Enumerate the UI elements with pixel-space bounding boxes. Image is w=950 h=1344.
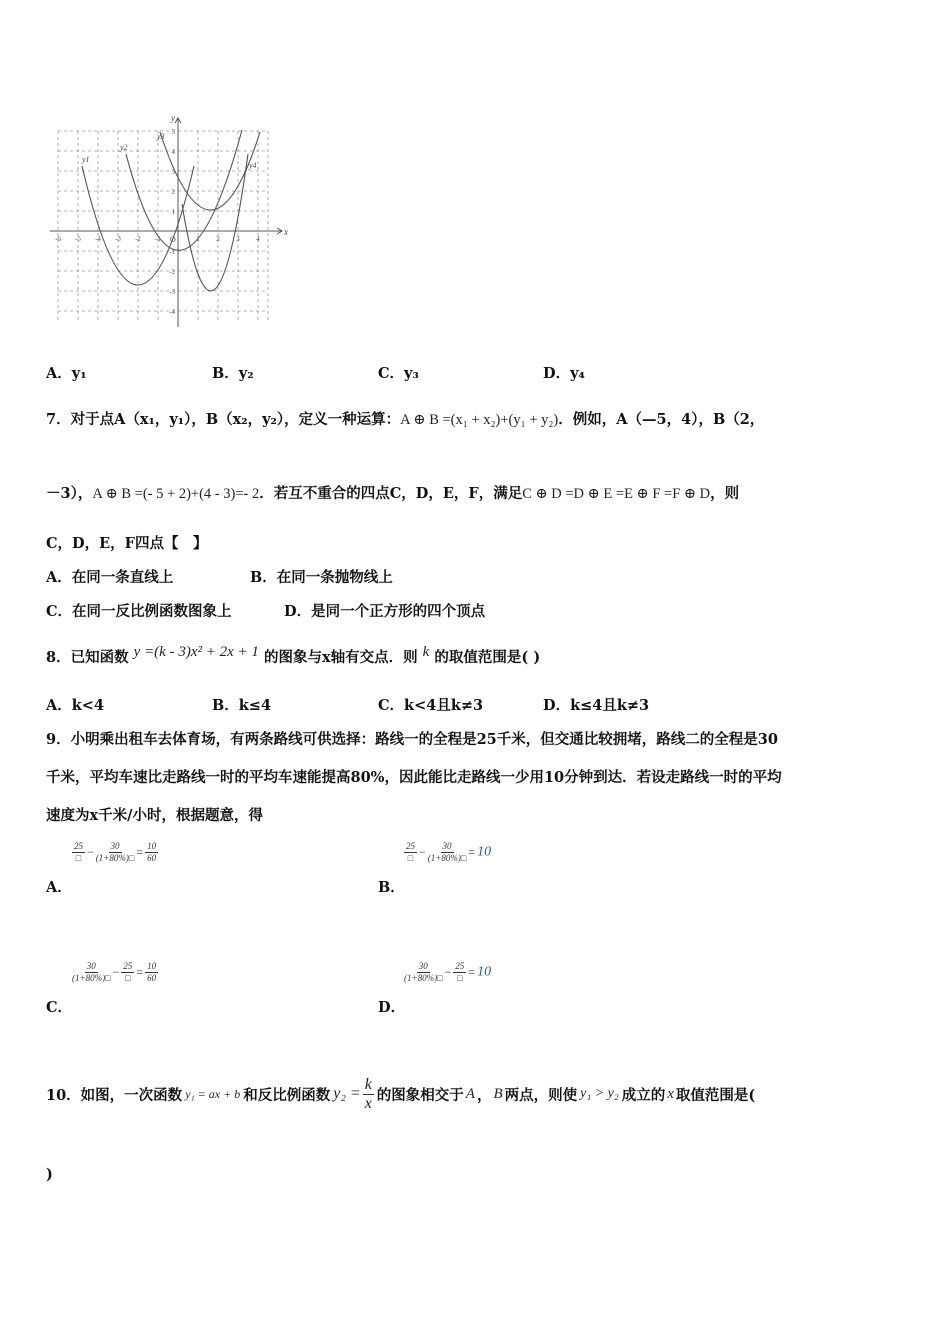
q7-stem-line2	[46, 482, 739, 503]
q8-option-a[interactable]	[46, 694, 104, 715]
y-tick-label: 3	[171, 168, 175, 176]
option-letter: B．	[212, 697, 239, 714]
y-tick-label: 4	[171, 148, 175, 156]
y-tick-label: -1	[169, 248, 175, 256]
x-axis-label: x	[284, 227, 288, 237]
q10-inverse-function: y₂ = $\frac{k}{x}$	[333, 1076, 372, 1112]
parabola-graph	[44, 110, 294, 335]
option-letter: D．	[543, 697, 571, 714]
curve-label-y3: y3	[157, 132, 165, 141]
q8-text: 8．已知函数	[46, 649, 129, 666]
x-tick-label: -1	[155, 235, 161, 243]
y-tick-label: -3	[169, 288, 175, 296]
x-tick-label: 2	[216, 235, 220, 243]
q9-stem-line3: 速度为x千米/小时，根据题意，得	[46, 807, 263, 824]
q10-text: 和反比例函数	[243, 1086, 331, 1104]
x-tick-label: -4	[95, 235, 101, 243]
option-letter: B．	[212, 365, 239, 382]
y-tick-label: 1	[171, 208, 175, 216]
q10-text: 10．如图，一次函数	[46, 1086, 183, 1104]
q9-stem-line2: 千米，平均车速比走路线一时的平均车速能提高80%，因此能比走路线一少用10分钟到达．若设走路线一时的平均	[46, 769, 782, 786]
q7-option-d[interactable]: D．是同一个正方形的四个顶点	[284, 603, 486, 620]
q7-text: －3），	[46, 485, 93, 502]
q10-text: 成立的	[621, 1086, 666, 1104]
option-text: k<4	[71, 697, 105, 714]
q6-option-c[interactable]	[378, 362, 419, 383]
origin-label: O	[170, 235, 176, 244]
curve-label-y2: y2	[120, 143, 128, 152]
q7-text: ．例如，A（—5，4），B（2，	[558, 411, 765, 428]
x-tick-label: 4	[256, 235, 260, 243]
option-letter: A．	[46, 697, 72, 714]
y-tick-label: -2	[169, 268, 175, 276]
option-letter: C．	[378, 365, 405, 382]
x-tick-label: 1	[196, 235, 200, 243]
q8-option-b[interactable]	[212, 694, 271, 715]
q9-option-a[interactable]: A．	[46, 879, 72, 896]
q7-formula-definition: A ⊕ B =(x₁ + x₂)+(y₁ + y₂)	[400, 412, 559, 428]
q6-option-d[interactable]	[543, 362, 585, 383]
q8-option-d[interactable]	[543, 694, 649, 715]
q9-formula-b: $\frac{25}{□}$ − $\frac{30}{(1+80\%)□}$ = 10	[406, 841, 492, 863]
option-text: k<4且k≠3	[404, 697, 484, 714]
y-tick-label: -4	[169, 308, 175, 316]
q10-text: 两点，则使	[504, 1086, 578, 1104]
y-axis-label: y	[171, 113, 175, 123]
x-tick-label: -2	[135, 235, 141, 243]
q9-option-c[interactable]: C．	[46, 999, 73, 1016]
q7-option-c[interactable]: C．在同一反比例函数图象上	[46, 603, 232, 620]
q10-linear-function: y₁ = ax + b	[185, 1086, 241, 1101]
q10-text: ，	[476, 1086, 492, 1104]
q7-stem-line3: C，D，E，F四点【 】	[46, 535, 208, 552]
option-letter: D．	[543, 365, 571, 382]
y-tick-label: 2	[171, 188, 175, 196]
option-letter: A．	[46, 365, 72, 382]
q7-option-a[interactable]: A．在同一条直线上	[46, 569, 174, 586]
curve-label-y1: y1	[82, 155, 90, 164]
option-text: y₂	[238, 365, 254, 382]
q9-formula-a: $\frac{25}{□}$ − $\frac{30}{(1+80\%)□}$ = $\frac{10}{60}$	[74, 841, 157, 863]
q8-formula: y =(k - 3)x² + 2x + 1	[133, 644, 259, 660]
q7-formula-example: A ⊕ B =(- 5 + 2)+(4 - 3)=- 2	[92, 486, 260, 502]
q9-formula-d: $\frac{30}{(1+80\%)□}$ − $\frac{25}{□}$ = 10	[404, 961, 492, 983]
x-tick-label: 3	[236, 235, 240, 243]
option-text: y₄	[570, 365, 585, 382]
q10-condition: y₁ > y₂	[580, 1086, 619, 1102]
q9-option-d[interactable]: D．	[378, 999, 406, 1016]
q10-stem	[46, 1076, 755, 1112]
option-text: y₃	[404, 365, 419, 382]
curve-label-y4: y4	[249, 161, 257, 170]
y-tick-label: 5	[171, 128, 175, 136]
q10-variable-x: x	[667, 1085, 674, 1102]
q8-text: 的取值范围是( )	[434, 649, 541, 666]
q7-option-b[interactable]: B．在同一条抛物线上	[250, 569, 393, 586]
option-letter: C．	[378, 697, 405, 714]
q7-text: 7．对于点A（x₁，y₁），B（x₂，y₂），定义一种运算：	[46, 411, 401, 428]
q10-text: 的图象相交于	[376, 1086, 464, 1104]
q8-text: 的图象与x轴有交点．则	[263, 649, 418, 666]
option-text: k≤4	[238, 697, 272, 714]
q9-stem-line1: 9．小明乘出租车去体育场，有两条路线可供选择：路线一的全程是25千米，但交通比较拥堵，路线二的全程是30	[46, 731, 778, 748]
q10-stem-line2: )	[46, 1166, 53, 1183]
q10-text: 取值范围是(	[675, 1086, 756, 1104]
q8-stem	[46, 646, 540, 667]
q7-stem-line1	[46, 408, 764, 429]
q8-variable-k: k	[422, 644, 430, 660]
curve-y2	[126, 130, 242, 250]
q8-option-c[interactable]	[378, 694, 483, 715]
q7-text: ．若互不重合的四点C，D，E，F，满足	[259, 485, 523, 502]
q7-text: ，则	[710, 485, 740, 502]
q7-formula-condition: C ⊕ D =D ⊕ E =E ⊕ F =F ⊕ D	[522, 486, 711, 502]
x-tick-label: -5	[75, 235, 81, 243]
option-text: y₁	[71, 365, 87, 382]
q6-option-b[interactable]	[212, 362, 254, 383]
q6-option-a[interactable]	[46, 362, 87, 383]
q9-option-b[interactable]: B．	[378, 879, 405, 896]
option-text: k≤4且k≠3	[570, 697, 650, 714]
q10-point-a: A	[465, 1085, 475, 1102]
x-tick-label: -3	[115, 235, 121, 243]
q9-formula-c: $\frac{30}{(1+80\%)□}$ − $\frac{25}{□}$ = $\frac{10}{60}$	[72, 961, 157, 983]
q10-point-b: B	[493, 1085, 503, 1102]
x-tick-label: -6	[55, 235, 61, 243]
curve-y1	[82, 166, 194, 285]
